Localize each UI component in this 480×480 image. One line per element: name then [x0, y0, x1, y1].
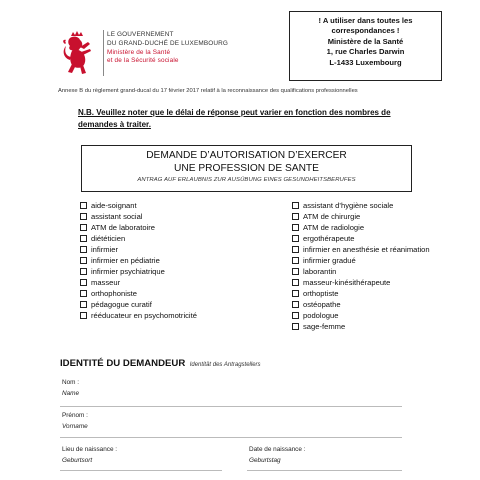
profession-label: infirmier gradué	[303, 256, 356, 266]
profession-label: aide-soignant	[91, 201, 137, 211]
ministry-line2: et de la Sécurité sociale	[107, 57, 179, 64]
form-title-line2: UNE PROFESSION DE SANTE	[174, 163, 319, 174]
profession-option[interactable]	[80, 299, 152, 310]
profession-label: ATM de laboratoire	[91, 223, 156, 233]
profession-label: pédagogue curatif	[91, 300, 152, 310]
address-line: L-1433 Luxembourg	[329, 57, 402, 67]
profession-option[interactable]	[80, 288, 137, 299]
profession-option[interactable]	[80, 200, 137, 211]
checkbox[interactable]	[80, 224, 87, 231]
date-naissance-label: Date de naissance :	[249, 446, 306, 453]
profession-option[interactable]	[292, 200, 393, 211]
ministry-line1: Ministère de la Santé	[107, 49, 171, 56]
lieu-naissance-field-line[interactable]	[60, 470, 222, 471]
checkbox[interactable]	[80, 246, 87, 253]
profession-label: orthophoniste	[91, 289, 138, 299]
profession-option[interactable]	[80, 244, 118, 255]
profession-label: laborantin	[303, 267, 337, 277]
checkbox[interactable]	[80, 290, 87, 297]
notice-text: N.B. Veuillez noter que le délai de réponse peut varier en fonction des nombres de demandes à traiter.	[78, 108, 391, 129]
profession-option[interactable]	[292, 244, 430, 255]
checkbox[interactable]	[80, 268, 87, 275]
checkbox[interactable]	[292, 246, 299, 253]
profession-option[interactable]	[80, 211, 143, 222]
lieu-naissance-sublabel: Geburtsort	[62, 457, 93, 464]
address-line: 1, rue Charles Darwin	[326, 47, 405, 57]
profession-label: orthoptiste	[303, 289, 339, 299]
date-naissance-sublabel: Geburtstag	[249, 457, 281, 464]
checkbox[interactable]	[80, 213, 87, 220]
checkbox[interactable]	[292, 235, 299, 242]
nom-field-line[interactable]	[60, 406, 402, 407]
profession-option[interactable]	[292, 222, 364, 233]
address-box	[289, 11, 442, 81]
profession-label: sage-femme	[303, 322, 346, 332]
profession-label: masseur-kinésithérapeute	[303, 278, 391, 288]
checkbox[interactable]	[292, 268, 299, 275]
profession-label: ATM de chirurgie	[303, 212, 361, 222]
address-line: Ministère de la Santé	[327, 36, 404, 46]
lieu-naissance-label: Lieu de naissance :	[62, 446, 118, 453]
profession-option[interactable]	[80, 277, 120, 288]
profession-label: assistant d’hygiène sociale	[303, 201, 394, 211]
checkbox[interactable]	[80, 257, 87, 264]
prenom-sublabel: Vorname	[62, 423, 88, 430]
profession-option[interactable]	[292, 266, 336, 277]
nom-sublabel: Name	[62, 390, 80, 397]
profession-option[interactable]	[292, 255, 356, 266]
profession-option[interactable]	[292, 310, 338, 321]
date-naissance-field-line[interactable]	[247, 470, 402, 471]
checkbox[interactable]	[80, 279, 87, 286]
checkbox[interactable]	[292, 224, 299, 231]
profession-option[interactable]	[292, 321, 345, 332]
checkbox[interactable]	[292, 290, 299, 297]
profession-option[interactable]	[292, 299, 341, 310]
profession-option[interactable]	[80, 233, 125, 244]
identity-section-heading	[60, 353, 261, 371]
identity-title: IDENTITÉ DU DEMANDEUR	[60, 358, 186, 369]
checkbox[interactable]	[80, 312, 87, 319]
form-title-box	[81, 145, 412, 192]
profession-label: ATM de radiologie	[303, 223, 365, 233]
profession-option[interactable]	[80, 266, 165, 277]
checkbox[interactable]	[80, 235, 87, 242]
form-title-line1: DEMANDE D’AUTORISATION D’EXERCER	[146, 150, 347, 161]
profession-option[interactable]	[80, 255, 160, 266]
checkbox[interactable]	[292, 202, 299, 209]
checkbox[interactable]	[80, 301, 87, 308]
profession-label: infirmier	[91, 245, 119, 255]
profession-label: infirmier en pédiatrie	[91, 256, 160, 266]
profession-label: ostéopathe	[303, 300, 341, 310]
profession-option[interactable]	[292, 233, 355, 244]
profession-option[interactable]	[80, 222, 155, 233]
profession-option[interactable]	[80, 310, 197, 321]
address-line: ! A utiliser dans toutes les	[318, 16, 413, 25]
profession-option[interactable]	[292, 288, 338, 299]
nom-label: Nom :	[62, 379, 80, 386]
prenom-field-line[interactable]	[60, 437, 402, 438]
profession-label: ergothérapeute	[303, 234, 355, 244]
profession-label: assistant social	[91, 212, 143, 222]
prenom-label: Prénom :	[62, 412, 88, 419]
form-subtitle: ANTRAG AUF ERLAUBNIS ZUR AUSÜBUNG EINES GESUNDHEITSBERUFES	[137, 177, 356, 183]
profession-option[interactable]	[292, 277, 390, 288]
annex-text: Annexe B du règlement grand-ducal du 17 février 2017 relatif à la reconnaissance des qualifications professionnelles	[58, 88, 358, 94]
profession-option[interactable]	[292, 211, 360, 222]
gov-line2: DU GRAND-DUCHÉ DE LUXEMBOURG	[107, 40, 229, 47]
checkbox[interactable]	[292, 257, 299, 264]
profession-label: infirmier psychiatrique	[91, 267, 165, 277]
checkbox[interactable]	[292, 301, 299, 308]
address-line: correspondances !	[331, 26, 400, 36]
checkbox[interactable]	[292, 213, 299, 220]
profession-label: rééducateur en psychomotricité	[91, 311, 197, 321]
profession-label: masseur	[91, 278, 121, 288]
profession-label: diététicien	[91, 234, 126, 244]
identity-subtitle: Identität des Antragstellers	[189, 362, 261, 368]
checkbox[interactable]	[292, 312, 299, 319]
checkbox[interactable]	[292, 279, 299, 286]
luxembourg-lion-logo-icon	[58, 30, 98, 80]
header-divider	[103, 30, 104, 76]
gov-line1: LE GOUVERNEMENT	[107, 31, 174, 38]
profession-label: podologue	[303, 311, 339, 321]
checkbox[interactable]	[80, 202, 87, 209]
checkbox[interactable]	[292, 323, 299, 330]
profession-label: infirmier en anesthésie et réanimation	[303, 245, 430, 255]
